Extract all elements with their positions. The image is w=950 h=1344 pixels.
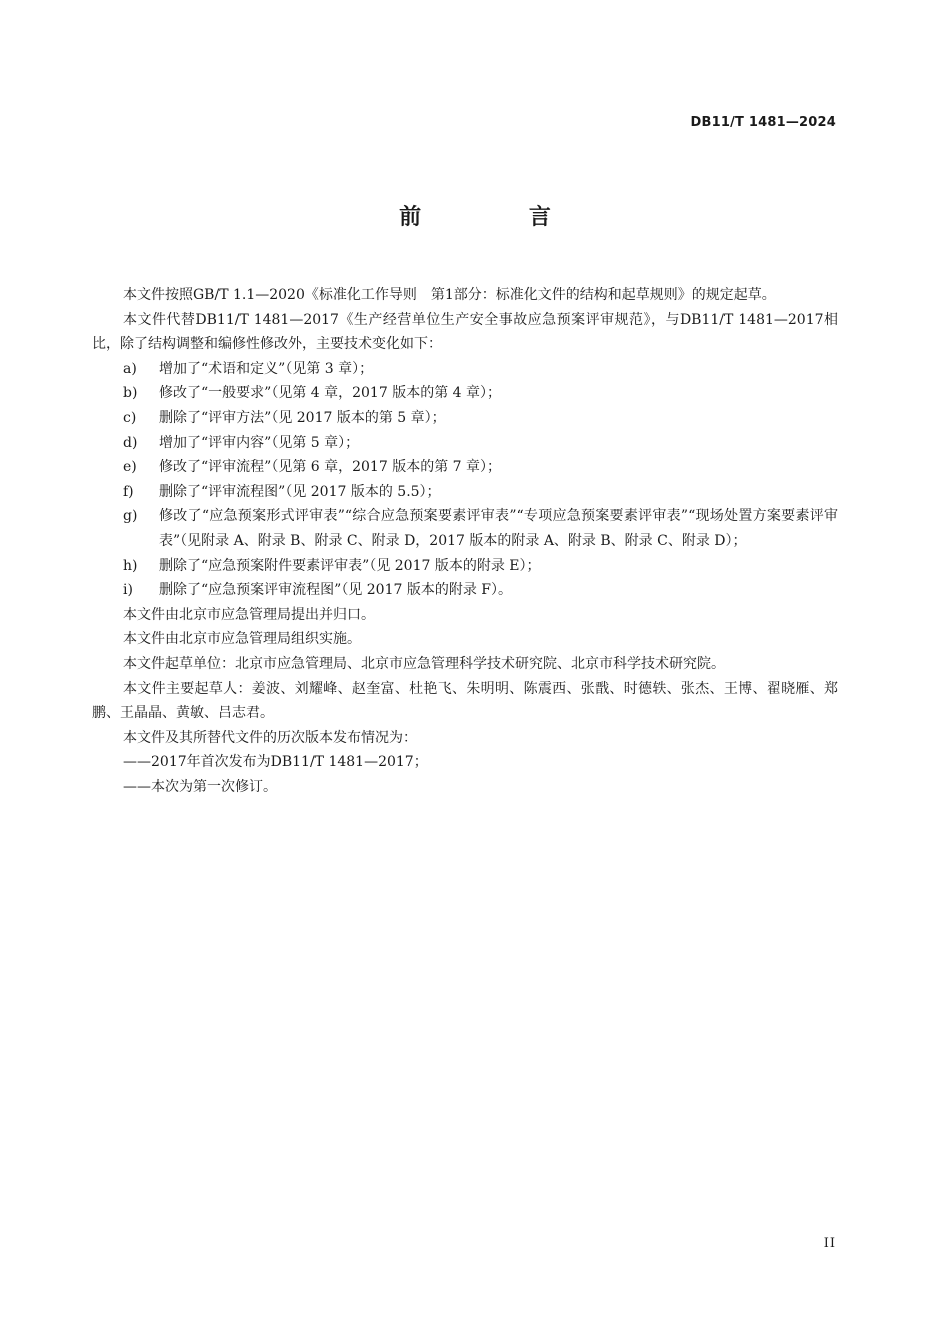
list-item — [92, 504, 838, 553]
foreword-body — [92, 283, 838, 799]
paragraph-history-intro: 本文件及其所替代文件的历次版本发布情况为： — [123, 729, 417, 746]
list-item-label: a) — [123, 360, 137, 377]
page-number: II — [823, 1236, 836, 1251]
history-item: ——2017年首次发布为DB11/T 1481—2017； — [123, 754, 428, 771]
list-item-label: i) — [123, 582, 133, 599]
document-code: DB11/T 1481—2024 — [690, 115, 836, 130]
paragraph-replacement-notice: 本文件代替DB11/T 1481—2017《生产经营单位生产安全事故应急预案评审规范》，与DB11/T 1481—2017相比，除了结构调整和编修性修改外，主要技术变化如下： — [92, 311, 838, 353]
list-item — [92, 406, 838, 431]
paragraph-implementer: 本文件由北京市应急管理局组织实施。 — [123, 631, 361, 648]
paragraph-proposer: 本文件由北京市应急管理局提出并归口。 — [123, 606, 375, 623]
list-item-text: 增加了“评审内容”（见第 5 章）； — [159, 434, 360, 451]
list-item-label: f) — [123, 483, 134, 500]
list-item-label: b) — [123, 385, 138, 402]
list-item-text: 修改了“评审流程”（见第 6 章，2017 版本的第 7 章）； — [159, 459, 502, 476]
list-item-text: 修改了“一般要求”（见第 4 章，2017 版本的第 4 章）； — [159, 385, 502, 402]
list-item-text: 删除了“评审流程图”（见 2017 版本的 5.5）； — [159, 483, 441, 500]
list-item-label: h) — [123, 557, 138, 574]
list-item-text: 增加了“术语和定义”（见第 3 章）； — [159, 360, 374, 377]
list-item-label: d) — [123, 434, 138, 451]
list-item — [92, 578, 838, 603]
list-item — [92, 455, 838, 480]
paragraph-drafters: 本文件主要起草人：姜波、刘耀峰、赵奎富、杜艳飞、朱明明、陈震西、张戬、时德轶、张杰、王博、翟晓雁、郑鹏、王晶晶、黄敏、吕志君。 — [92, 680, 838, 722]
list-item-text: 删除了“评审方法”（见 2017 版本的第 5 章）； — [159, 409, 446, 426]
list-item-label: g) — [123, 508, 138, 525]
page-title: 前 言 — [399, 205, 601, 230]
list-item-label: e) — [123, 459, 137, 476]
list-item — [92, 480, 838, 505]
list-item-label: c) — [123, 409, 137, 426]
technical-changes-list — [92, 357, 838, 603]
list-item-text: 删除了“应急预案附件要素评审表”（见 2017 版本的附录 E）； — [159, 557, 541, 574]
list-item — [92, 381, 838, 406]
list-item — [92, 357, 838, 382]
list-item — [92, 554, 838, 579]
list-item — [92, 431, 838, 456]
paragraph-drafting-units: 本文件起草单位：北京市应急管理局、北京市应急管理科学技术研究院、北京市科学技术研究院。 — [123, 655, 725, 672]
list-item-text: 修改了“应急预案形式评审表”“综合应急预案要素评审表”“专项应急预案要素评审表”“现场处置方案要素评审表”（见附录 A、附录 B、附录 C、附录 D，2017 版本的附录 A、附录 B、附录 C、附录 D）； — [159, 508, 838, 549]
history-item: ——本次为第一次修订。 — [123, 778, 277, 795]
list-item-text: 删除了“应急预案评审流程图”（见 2017 版本的附录 F）。 — [159, 582, 513, 599]
paragraph-drafting-basis: 本文件按照GB/T 1.1—2020《标准化工作导则 第1部分：标准化文件的结构和起草规则》的规定起草。 — [123, 287, 776, 303]
